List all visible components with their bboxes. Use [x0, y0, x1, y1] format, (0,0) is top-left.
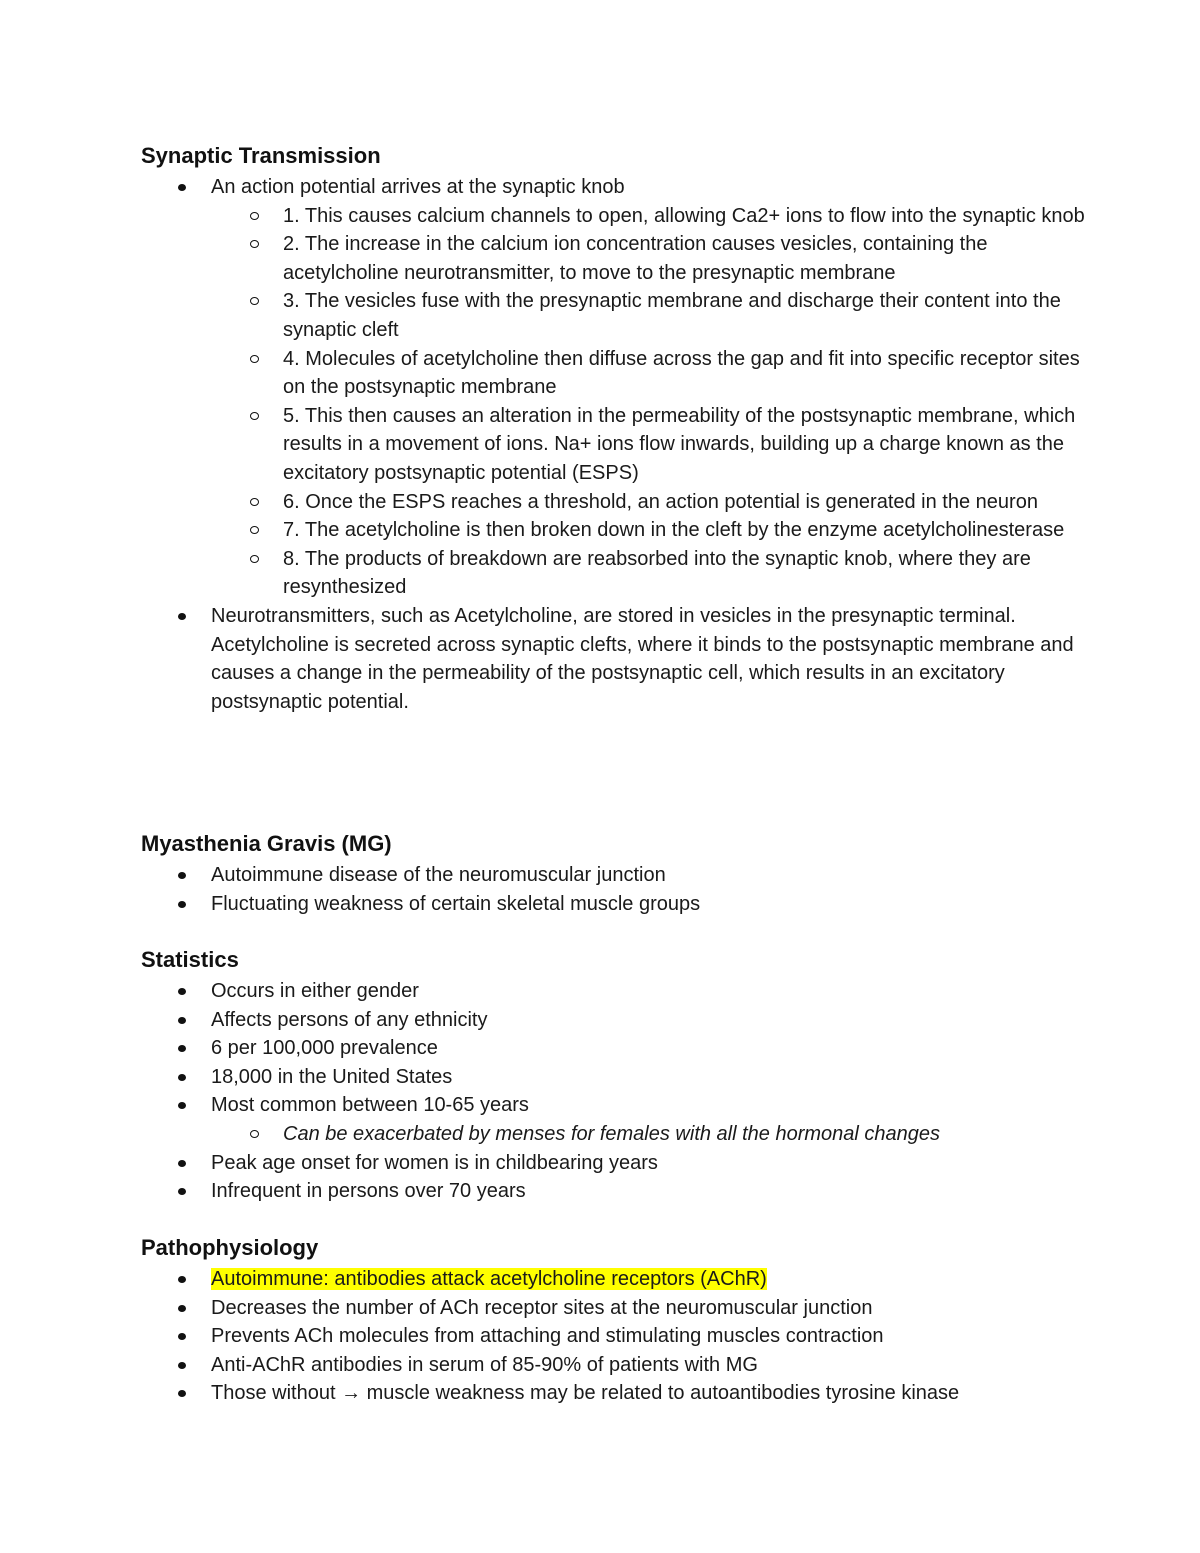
highlighted-text: Autoimmune: antibodies attack acetylcholine receptors (AChR) — [211, 1268, 767, 1290]
sub-list-item: 1. This causes calcium channels to open, allowing Ca2+ ions to flow into the synaptic knob — [141, 202, 1101, 231]
list-item: Anti-AChR antibodies in serum of 85-90% of patients with MG — [141, 1351, 1101, 1380]
bullet-list — [141, 173, 1101, 716]
list-item: Autoimmune disease of the neuromuscular junction — [141, 861, 1101, 890]
list-item: Fluctuating weakness of certain skeletal muscle groups — [141, 890, 1101, 919]
list-item: Prevents ACh molecules from attaching and stimulating muscles contraction — [141, 1322, 1101, 1351]
list-item: Those without → muscle weakness may be related to autoantibodies tyrosine kinase — [141, 1379, 1101, 1408]
list-item: Decreases the number of ACh receptor sites at the neuromuscular junction — [141, 1294, 1101, 1323]
list-item: Occurs in either gender — [141, 977, 1101, 1006]
section-heading: Statistics — [141, 947, 239, 972]
section-statistics — [141, 946, 1101, 1206]
section-synaptic-transmission — [141, 142, 1101, 716]
list-item: Peak age onset for women is in childbearing years — [141, 1149, 1101, 1178]
sub-list-item: 2. The increase in the calcium ion concentration causes vesicles, containing the acetylcholine neurotransmitter, to move to the presynaptic membrane — [141, 230, 1101, 287]
sub-list-item: 5. This then causes an alteration in the permeability of the postsynaptic membrane, which results in a movement of ions. Na+ ions flow inwards, building up a charge known as the excitatory postsynaptic potential (ESPS) — [141, 402, 1101, 488]
list-item: Affects persons of any ethnicity — [141, 1006, 1101, 1035]
bullet-list — [141, 861, 1101, 918]
list-item: 18,000 in the United States — [141, 1063, 1101, 1092]
list-item: Neurotransmitters, such as Acetylcholine, are stored in vesicles in the presynaptic terminal. Acetylcholine is secreted across synaptic clefts, where it binds to the postsynaptic membrane and causes a change in the permeability of the postsynaptic cell, which results in an excitatory postsynaptic potential. — [141, 602, 1101, 716]
list-item — [141, 1265, 1101, 1294]
list-item: 6 per 100,000 prevalence — [141, 1034, 1101, 1063]
section-heading: Pathophysiology — [141, 1235, 319, 1260]
italic-note: Can be exacerbated by menses for females with all the hormonal changes — [283, 1122, 941, 1145]
section-heading: Synaptic Transmission — [141, 143, 381, 168]
sub-list-item — [141, 1120, 1101, 1149]
bullet-list — [141, 977, 1101, 1206]
sub-list-item: 8. The products of breakdown are reabsorbed into the synaptic knob, where they are resynthesized — [141, 545, 1101, 602]
sub-list-item: 4. Molecules of acetylcholine then diffuse across the gap and fit into specific receptor sites on the postsynaptic membrane — [141, 345, 1101, 402]
sub-list-item: 3. The vesicles fuse with the presynaptic membrane and discharge their content into the synaptic cleft — [141, 287, 1101, 344]
list-item: Most common between 10-65 years — [141, 1091, 1101, 1120]
sub-list-item: 7. The acetylcholine is then broken down in the cleft by the enzyme acetylcholinesterase — [141, 516, 1101, 545]
sub-list-item: 6. Once the ESPS reaches a threshold, an action potential is generated in the neuron — [141, 488, 1101, 517]
section-myasthenia-gravis — [141, 830, 1101, 918]
section-pathophysiology — [141, 1234, 1101, 1408]
section-heading: Myasthenia Gravis (MG) — [141, 831, 392, 856]
list-item: An action potential arrives at the synaptic knob — [141, 173, 1101, 202]
list-item: Infrequent in persons over 70 years — [141, 1177, 1101, 1206]
bullet-list — [141, 1265, 1101, 1408]
